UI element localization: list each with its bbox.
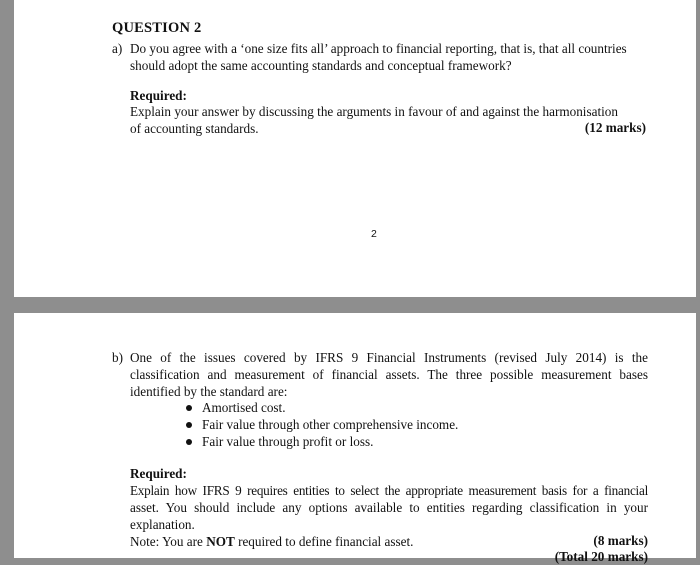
- part-a-label: a): [112, 41, 123, 56]
- part-a-required-line-1: Explain your answer by discussing the arguments in favour of and against the harmonisation: [130, 104, 618, 119]
- part-b-required-line-1: Explain how IFRS 9 requires entities to select the appropriate measurement basis for a financial: [130, 483, 648, 498]
- bullet-dot-icon: [186, 422, 192, 428]
- bullet-text: Fair value through profit or loss.: [202, 434, 374, 449]
- part-a-line-2: should adopt the same accounting standards and conceptual framework?: [130, 58, 512, 73]
- part-b-required-line-2: asset. You should include any options available to entities regarding classification in your: [130, 500, 648, 515]
- note-emphasis: NOT: [206, 534, 235, 549]
- part-a-line-1: Do you agree with a ‘one size fits all’ approach to financial reporting, that is, that all countries: [130, 41, 627, 56]
- part-b-line-1: One of the issues covered by IFRS 9 Financial Instruments (revised July 2014) is the: [130, 350, 648, 365]
- part-a-marks: (12 marks): [584, 120, 646, 135]
- part-b-label: b): [112, 350, 123, 365]
- bullet-text: Fair value through other comprehensive income.: [202, 417, 459, 432]
- question-title: QUESTION 2: [112, 20, 202, 36]
- part-b-note: [130, 533, 413, 550]
- part-a-required-label: Required:: [130, 88, 187, 103]
- bullet-item-amortised-cost: [186, 400, 286, 416]
- part-b-required-label: Required:: [130, 466, 187, 481]
- bullet-text: Amortised cost.: [202, 400, 286, 415]
- part-b-total-marks: (Total 20 marks): [554, 549, 648, 564]
- part-b-marks: (8 marks): [593, 533, 648, 548]
- bullet-dot-icon: [186, 405, 192, 411]
- bullet-item-fvoci: [186, 417, 458, 433]
- bullet-dot-icon: [186, 439, 192, 445]
- bullet-item-fvtpl: [186, 434, 373, 450]
- page-number: 2: [371, 228, 377, 240]
- document-page-bottom: [14, 313, 696, 564]
- document-page-top: [14, 0, 696, 297]
- part-a-required-line-2: of accounting standards.: [130, 121, 259, 136]
- part-b-line-3: identified by the standard are:: [130, 384, 288, 399]
- note-suffix: required to define financial asset.: [234, 534, 414, 549]
- part-b-required-line-3: explanation.: [130, 517, 195, 532]
- note-prefix: Note: You are: [130, 534, 207, 549]
- part-b-line-2: classification and measurement of financial assets. The three possible measurement bases: [130, 367, 648, 382]
